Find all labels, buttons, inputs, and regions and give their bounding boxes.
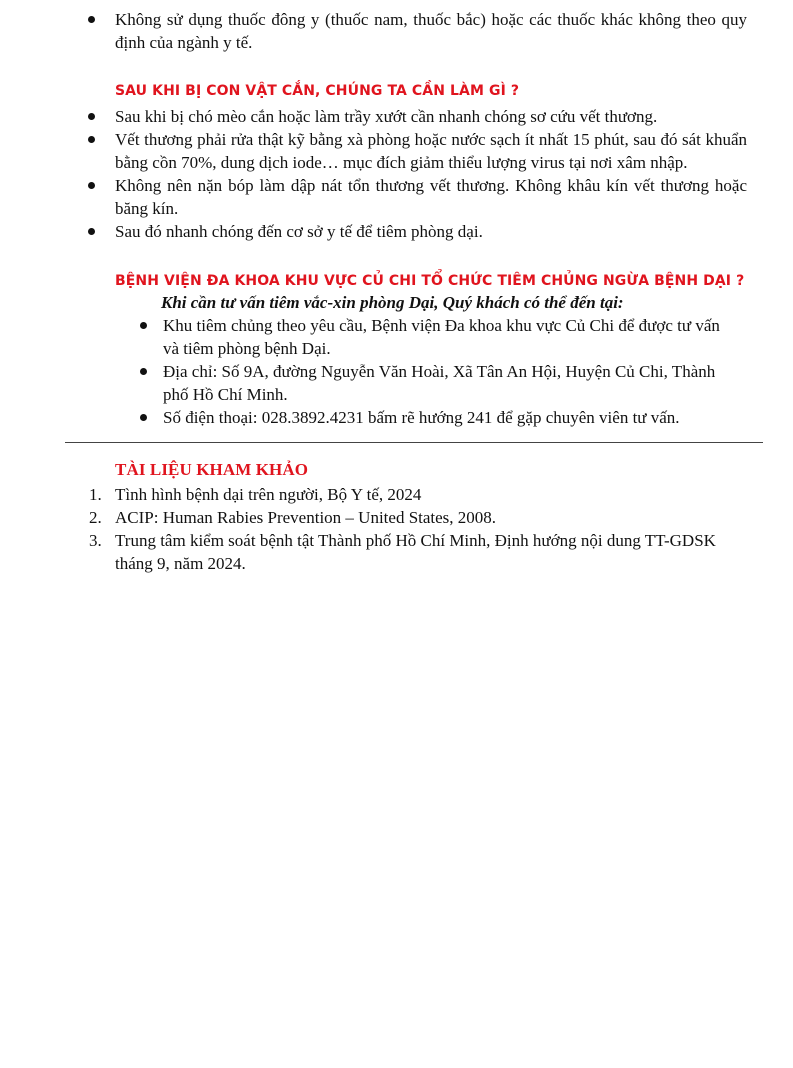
section-references xyxy=(0,460,793,575)
list-item-text: Không nên nặn bóp làm dập nát tổn thương vết thương. Không khâu kín vết thương hoặc băng kín. xyxy=(115,176,747,218)
bullet-icon xyxy=(88,182,95,189)
list-item xyxy=(0,105,793,128)
section-heading: SAU KHI BỊ CON VẬT CẮN, CHÚNG TA CẦN LÀM GÌ ? xyxy=(115,83,520,99)
bullet-list xyxy=(0,105,793,243)
list-item-text: Sau khi bị chó mèo cắn hoặc làm trầy xướt cần nhanh chóng sơ cứu vết thương. xyxy=(115,107,658,126)
section-subheading: Khi cần tư vấn tiêm vắc-xin phòng Dại, Quý khách có thể đến tại: xyxy=(161,293,624,312)
list-item-text: Vết thương phải rửa thật kỹ bằng xà phòng hoặc nước sạch ít nhất 15 phút, sau đó sát khuẩn bằng cồn 70%, dung dịch iode… mục đích giảm thiểu lượng virus tại nơi xâm nhập. xyxy=(115,130,747,172)
list-item-text: Tình hình bệnh dại trên người, Bộ Y tế, 2024 xyxy=(115,485,422,504)
bullet-list xyxy=(0,8,793,54)
list-item xyxy=(0,174,793,220)
list-item-text: Khu tiêm chủng theo yêu cầu, Bệnh viện Đa khoa khu vực Củ Chi để được tư vấn và tiêm phòng bệnh Dại. xyxy=(163,316,720,358)
bullet-icon xyxy=(88,113,95,120)
section-top xyxy=(0,8,793,54)
section-divider xyxy=(65,442,763,443)
bullet-list xyxy=(0,314,793,429)
bullet-icon xyxy=(140,414,147,421)
bullet-icon xyxy=(140,368,147,375)
list-item xyxy=(0,314,793,360)
section-after-bite xyxy=(0,81,793,243)
list-item-text: Số điện thoại: 028.3892.4231 bấm rẽ hướng 241 để gặp chuyên viên tư vấn. xyxy=(163,408,680,427)
list-number: 2. xyxy=(89,508,102,527)
list-item-text: Địa chỉ: Số 9A, đường Nguyễn Văn Hoài, Xã Tân An Hội, Huyện Củ Chi, Thành phố Hồ Chí Minh. xyxy=(163,362,716,404)
list-item-text: ACIP: Human Rabies Prevention – United States, 2008. xyxy=(115,508,497,527)
list-item xyxy=(0,529,793,575)
reference-list xyxy=(0,483,793,575)
list-item xyxy=(0,360,793,406)
bullet-icon xyxy=(140,322,147,329)
list-item xyxy=(0,220,793,243)
section-hospital xyxy=(0,271,793,429)
list-item-text: Trung tâm kiểm soát bệnh tật Thành phố Hồ Chí Minh, Định hướng nội dung TT-GDSK tháng 9, năm 2024. xyxy=(115,531,716,573)
list-item-text: Sau đó nhanh chóng đến cơ sở y tế để tiêm phòng dại. xyxy=(115,222,483,241)
list-item xyxy=(0,506,793,529)
list-item-text: Không sử dụng thuốc đông y (thuốc nam, thuốc bắc) hoặc các thuốc khác không theo quy định của ngành y tế. xyxy=(115,10,747,52)
bullet-icon xyxy=(88,16,95,23)
list-number: 3. xyxy=(89,531,102,550)
list-item xyxy=(0,8,793,54)
section-heading: BỆNH VIỆN ĐA KHOA KHU VỰC CỦ CHI TỔ CHỨC TIÊM CHỦNG NGỪA BỆNH DẠI ? xyxy=(115,273,745,289)
list-item xyxy=(0,128,793,174)
bullet-icon xyxy=(88,136,95,143)
list-item xyxy=(0,406,793,429)
list-item xyxy=(0,483,793,506)
section-heading: TÀI LIỆU KHAM KHẢO xyxy=(115,460,309,479)
bullet-icon xyxy=(88,228,95,235)
list-number: 1. xyxy=(89,485,102,504)
